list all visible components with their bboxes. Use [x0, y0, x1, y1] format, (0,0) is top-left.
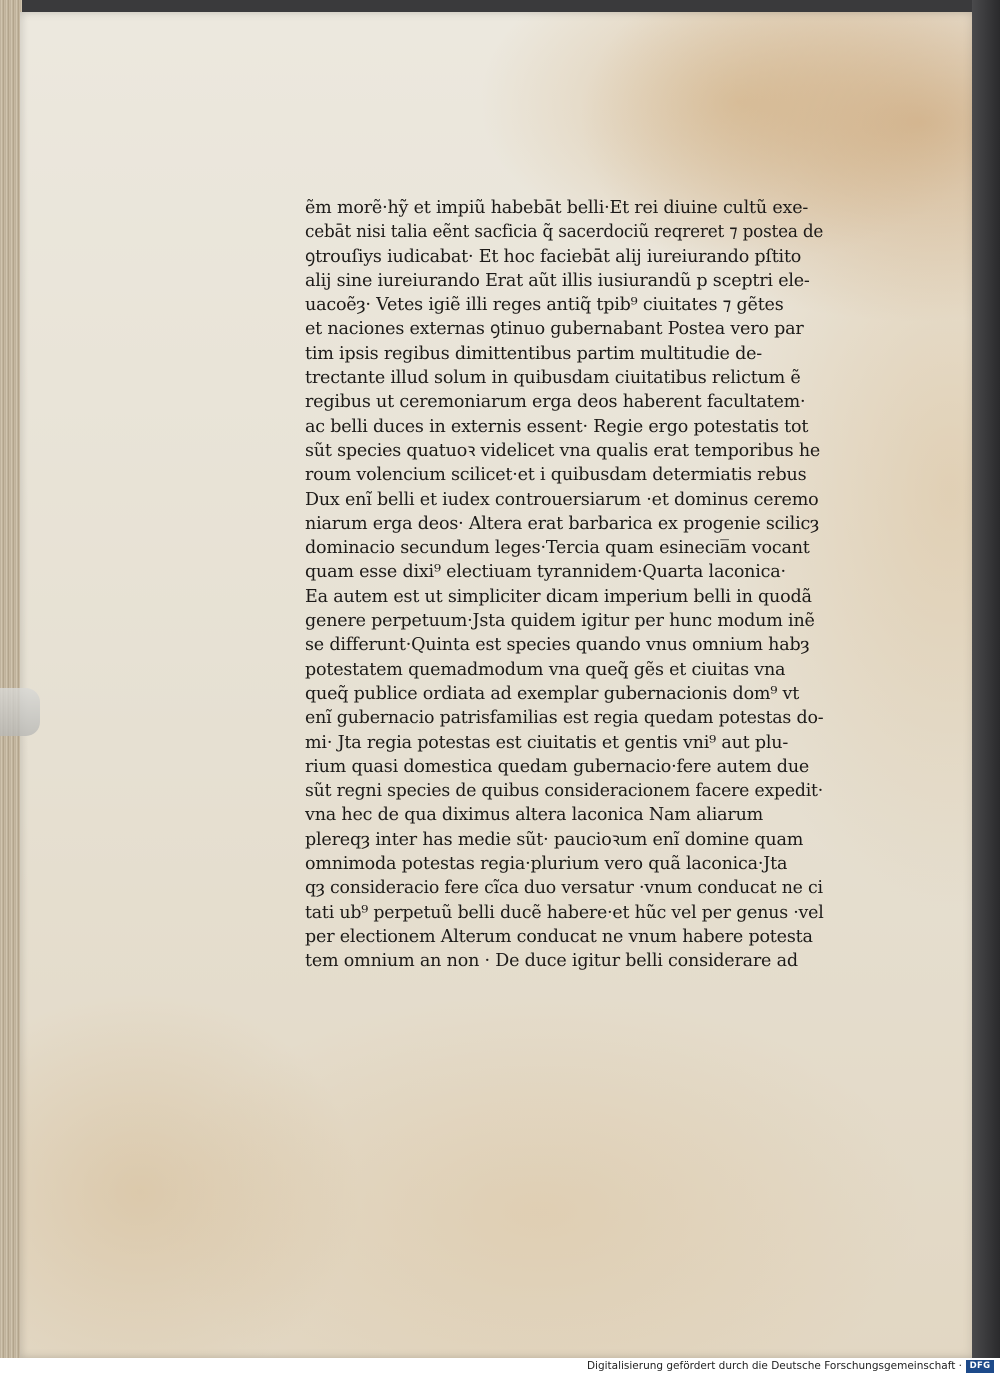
bookmark-ribbon	[0, 688, 40, 736]
footer-bar	[0, 1358, 1000, 1376]
text-line: sũt regni species de quibus consideracionem facere expedit·	[305, 781, 824, 802]
text-line: per electionem Alterum conducat ne vnum habere potesta	[305, 926, 813, 947]
manuscript-page	[20, 12, 978, 1358]
text-line: tem omnium an non · De duce igitur belli considerare ad	[305, 951, 798, 972]
text-block	[305, 196, 825, 974]
text-line: et naciones externas ꝯtinuo gubernabant Postea vero par	[305, 319, 804, 340]
page-shadow-right	[972, 0, 1000, 1358]
text-line: omnimoda potestas regia·plurium vero quã laconica·Jta	[305, 854, 788, 875]
text-line: se differunt·Quinta est species quando vnus omnium habȝ	[305, 635, 810, 656]
text-line: ac belli duces in externis essent· Regie ergo potestatis tot	[305, 416, 809, 437]
text-line: sũt species quatuoꝛ videlicet vna qualis erat temporibus he	[305, 440, 821, 461]
text-line: ꝯtrouſiys iudicabat· Et hoc faciebāt alij iureiurando pſtito	[305, 246, 802, 267]
text-line: Dux enĩ belli et iudex controuersiarum ·et dominus ceremo	[305, 489, 819, 510]
text-line: mi· Jta regia potestas est ciuitatis et gentis vni⁹ aut plu-	[305, 732, 789, 753]
text-line: alij sine iureiurando Erat aũt illis iusiurandũ p sceptri ele-	[305, 270, 810, 291]
text-line: quam esse dixi⁹ electiuam tyrannidem·Quarta laconica·	[305, 562, 786, 583]
text-line: dominacio secundum leges·Tercia quam esinecia̅m vocant	[305, 538, 810, 559]
text-line: tim ipsis regibus dimittentibus partim multitudie de-	[305, 343, 763, 364]
text-line: niarum erga deos· Altera erat barbarica ex progenie scilicȝ	[305, 513, 820, 534]
text-line: queq̃ publice ordiata ad exemplar gubernacionis dom⁹ vt	[305, 683, 800, 704]
book-page-edges	[0, 0, 22, 1358]
text-line: trectante illud solum in quibusdam ciuitatibus relictum ẽ	[305, 368, 801, 389]
text-line: qȝ consideracio fere cĩca duo versatur ·vnum conducat ne ci	[305, 878, 823, 899]
funding-credit: Digitalisierung gefördert durch die Deutsche Forschungsgemeinschaft ·	[586, 1360, 962, 1372]
text-line: roum volencium scilicet·et i quibusdam determiatis rebus	[305, 465, 807, 486]
text-line: rium quasi domestica quedam gubernacio·fere autem due	[305, 756, 810, 777]
text-line: tati ub⁹ perpetuũ belli ducẽ habere·et hũc vel per genus ·vel	[305, 902, 824, 923]
text-line: enĩ gubernacio patrisfamilias est regia quedam potestas do-	[305, 708, 824, 729]
text-line: regibus ut ceremoniarum erga deos haberent facultatem·	[305, 392, 806, 413]
text-line: uacoẽȝ· Vetes igiẽ illi reges antiq̃ tpib⁹ ciuitates ⁊ gẽtes	[305, 295, 784, 316]
text-line: genere perpetuum·Jsta quidem igitur per hunc modum inẽ	[305, 611, 815, 632]
text-line: Ea autem est ut simpliciter dicam imperium belli in quodã	[305, 586, 812, 607]
dfg-logo: DFG	[966, 1360, 994, 1373]
text-line: plereqȝ inter has medie sũt· paucioꝛum enĩ domine quam	[305, 829, 804, 850]
text-line: potestatem quemadmodum vna queq̃ gẽs et ciuitas vna	[305, 659, 786, 680]
text-line: ẽm morẽ·hỹ et impiũ habebāt belli·Et rei diuine cultũ exe-	[305, 198, 809, 218]
text-line: cebāt nisi talia eẽnt sacficia q̃ sacerdociũ reqreret ⁊ postea de	[305, 222, 824, 243]
text-line: vna hec de qua diximus altera laconica Nam aliarum	[305, 805, 764, 826]
